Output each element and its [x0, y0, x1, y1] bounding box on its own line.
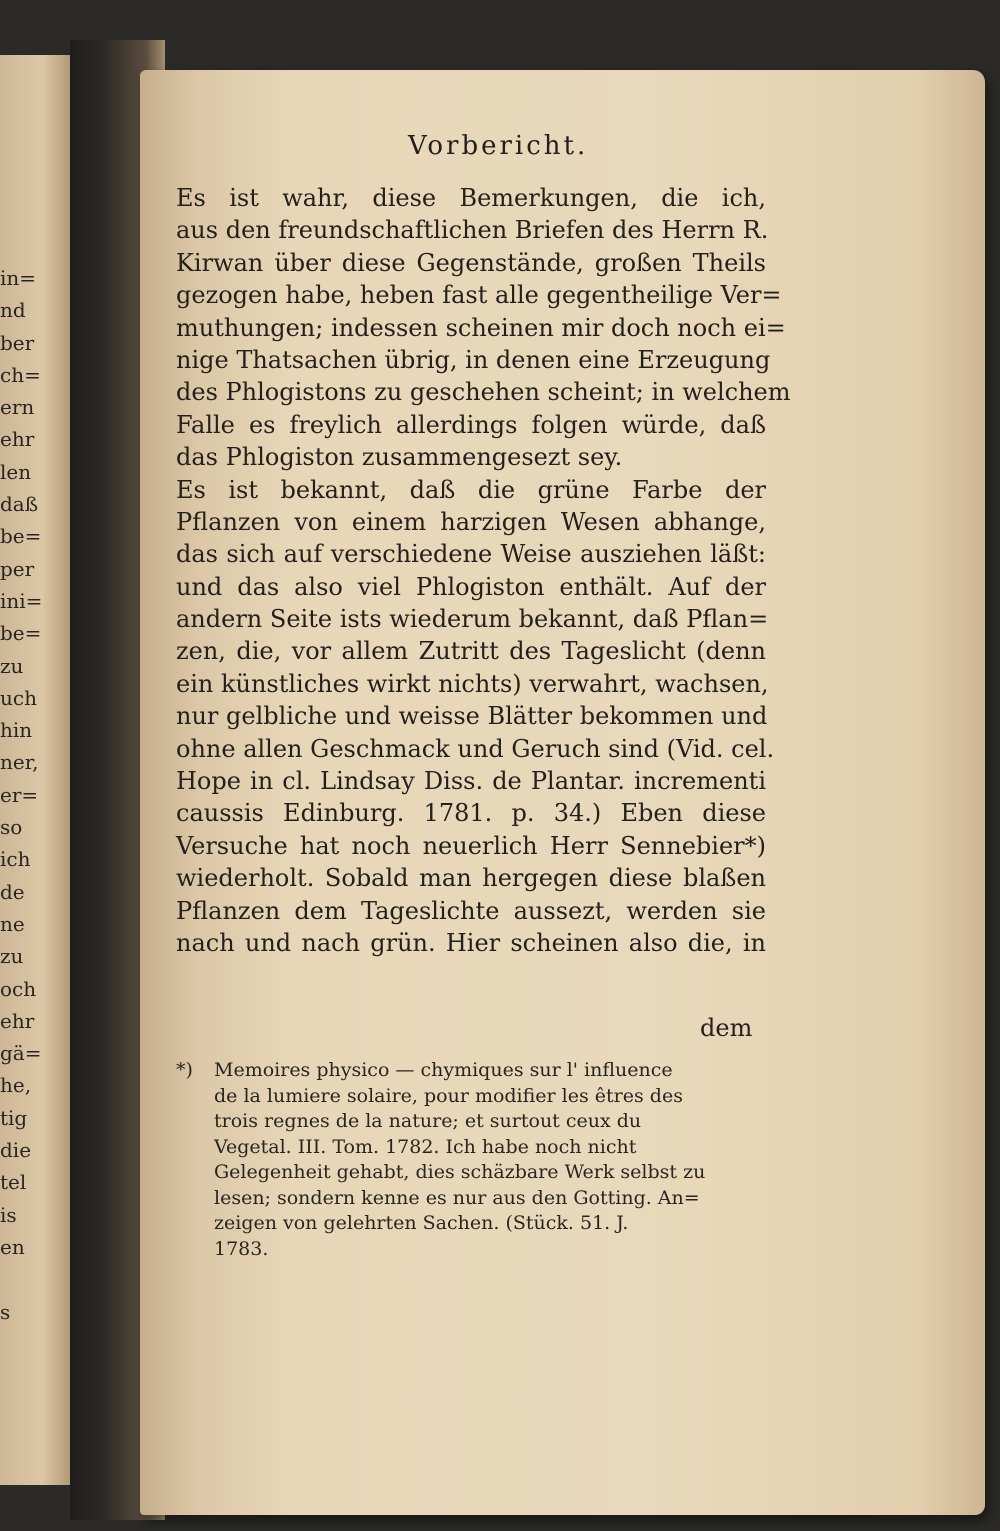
margin-fragment — [0, 1263, 44, 1295]
text-line: caussis Edinburg. 1781. p. 34.) Eben diese — [176, 799, 766, 828]
text-line: und das also viel Phlogiston enthält. Auf der — [176, 572, 766, 601]
margin-fragment: he, — [0, 1073, 32, 1098]
text-line: muthungen; indessen scheinen mir doch noch ei= — [176, 313, 786, 342]
footnote-line: Memoires physico — chymiques sur l' influence — [214, 1059, 673, 1081]
margin-fragment: de — [0, 879, 25, 904]
margin-fragment: ini= — [0, 588, 43, 613]
margin-fragment: per — [0, 556, 35, 581]
text-line: nige Thatsachen übrig, in denen eine Erzeugung — [176, 345, 771, 374]
margin-fragment: be= — [0, 524, 42, 549]
footnote-line: trois regnes de la nature; et surtout ceux du — [214, 1110, 642, 1132]
margin-fragment: och — [0, 976, 37, 1001]
text-line: gezogen habe, heben fast alle gegentheilige Ver= — [176, 281, 782, 310]
text-line: Falle es freylich allerdings folgen würde, daß — [176, 410, 766, 439]
text-line: nach und nach grün. Hier scheinen also die, in — [176, 928, 766, 957]
footnote-line: Vegetal. III. Tom. 1782. Ich habe noch nicht — [214, 1135, 637, 1158]
margin-fragment: ber — [0, 330, 35, 355]
margin-fragment: ne — [0, 911, 25, 936]
footnote — [176, 1058, 756, 1262]
footnote-line: 1783. — [214, 1237, 269, 1260]
margin-fragment: die — [0, 1138, 32, 1163]
footnote-line: Gelegenheit gehabt, dies schäzbare Werk selbst zu — [214, 1161, 706, 1183]
text-line: Versuche hat noch neuerlich Herr Sennebier*) — [176, 831, 766, 860]
text-line: andern Seite ists wiederum bekannt, daß Pflan= — [176, 605, 769, 634]
footnote-line: de la lumiere solaire, pour modifier les êtres des — [214, 1084, 683, 1107]
text-line: des Phlogistons zu geschehen scheint; in welchem — [176, 378, 791, 407]
facing-page-text-fragments — [0, 262, 44, 1328]
text-line: Es ist wahr, diese Bemerkungen, die ich, — [176, 184, 766, 212]
text-line: Kirwan über diese Gegenstände, großen Theils — [176, 248, 766, 277]
footnote-line: lesen; sondern kenne es nur aus den Gotting. An= — [214, 1186, 700, 1209]
margin-fragment: hin — [0, 718, 33, 743]
text-line: Hope in cl. Lindsay Diss. de Plantar. incrementi — [176, 767, 766, 796]
margin-fragment: tel — [0, 1170, 27, 1195]
margin-fragment: s — [0, 1299, 11, 1324]
margin-fragment: daß — [0, 492, 39, 517]
margin-fragment: zu — [0, 653, 24, 678]
margin-fragment: nd — [0, 298, 26, 323]
margin-fragment: er= — [0, 782, 39, 807]
text-line: das Phlogiston zusammengesezt sey. — [176, 443, 623, 472]
margin-fragment: ner, — [0, 750, 39, 775]
margin-fragment: en — [0, 1234, 25, 1259]
text-line: zen, die, vor allem Zutritt des Tageslicht (denn — [176, 637, 766, 666]
text-line: nur gelbliche und weisse Blätter bekommen und — [176, 702, 768, 731]
margin-fragment: ehr — [0, 1008, 35, 1033]
margin-fragment: in= — [0, 266, 37, 290]
margin-fragment: is — [0, 1202, 17, 1227]
text-line: aus den freundschaftlichen Briefen des Herrn R. — [176, 216, 769, 245]
running-head: Vorbericht. — [408, 131, 589, 161]
margin-fragment: ich — [0, 847, 31, 872]
text-line: das sich auf verschiedene Weise ausziehen läßt: — [176, 540, 766, 569]
margin-fragment: so — [0, 815, 23, 840]
margin-fragment: uch — [0, 685, 37, 710]
footnote-marker: *) — [176, 1059, 193, 1081]
margin-fragment: zu — [0, 944, 24, 969]
text-line: Pflanzen dem Tageslichte aussezt, werden sie — [176, 896, 766, 925]
text-line: ohne allen Geschmack und Geruch sind (Vid. cel. — [176, 734, 775, 763]
text-line: wiederholt. Sobald man hergegen diese blaßen — [176, 864, 766, 893]
text-line: ein künstliches wirkt nichts) verwahrt, wachsen, — [176, 669, 769, 698]
margin-fragment: ch= — [0, 362, 41, 387]
margin-fragment: gä= — [0, 1041, 42, 1066]
main-text-block — [176, 182, 791, 959]
footnote-line: zeigen von gelehrten Sachen. (Stück. 51. J. — [214, 1212, 629, 1234]
margin-fragment: ehr — [0, 427, 35, 452]
text-line: Pflanzen von einem harzigen Wesen abhange, — [176, 507, 766, 536]
margin-fragment: be= — [0, 621, 42, 646]
margin-fragment: ern — [0, 395, 35, 420]
text-line: Es ist bekannt, daß die grüne Farbe der — [176, 475, 766, 504]
margin-fragment: tig — [0, 1105, 28, 1130]
catchword: dem — [700, 1014, 753, 1042]
margin-fragment: len — [0, 459, 32, 484]
